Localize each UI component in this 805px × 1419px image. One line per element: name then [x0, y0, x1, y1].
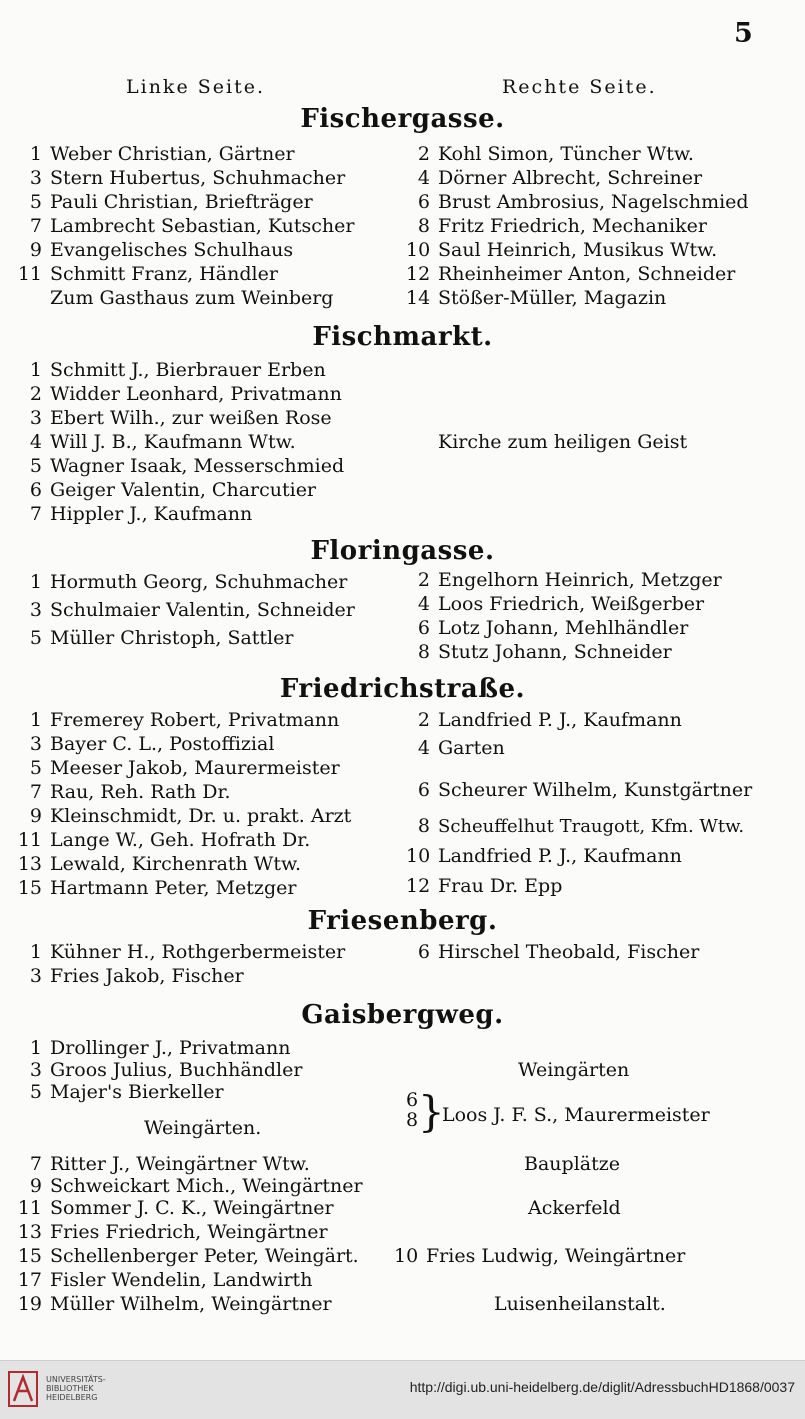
- list-item: 1 Drollinger J., Privatmann: [29, 1037, 291, 1059]
- list-item: 6 Hirschel Theobald, Fischer: [417, 941, 700, 963]
- library-name-line: UNIVERSITÄTS-: [46, 1375, 106, 1384]
- list-item: 5 Majer's Bierkeller: [29, 1081, 224, 1103]
- list-item: 7 Hippler J., Kaufmann: [29, 503, 253, 525]
- list-item: Weingärten.: [144, 1117, 262, 1139]
- house-number-bracket: 6 8: [406, 1089, 419, 1131]
- left-column-header: Linke Seite.: [126, 76, 265, 98]
- list-item: 10 Fries Ludwig, Weingärtner: [394, 1245, 686, 1267]
- list-item: Luisenheilanstalt.: [494, 1293, 666, 1315]
- list-item: 1 Fremerey Robert, Privatmann: [29, 709, 340, 731]
- list-item: 1 Weber Christian, Gärtner: [29, 143, 295, 165]
- list-item: 4 Dörner Albrecht, Schreiner: [417, 167, 703, 189]
- list-item: Weingärten: [518, 1059, 630, 1081]
- list-item: 4 Loos Friedrich, Weißgerber: [417, 593, 705, 615]
- list-item: Kirche zum heiligen Geist: [438, 431, 688, 453]
- list-item: 6 Geiger Valentin, Charcutier: [29, 479, 317, 501]
- list-item: 6 Scheurer Wilhelm, Kunstgärtner: [417, 779, 753, 801]
- list-item: 19 Müller Wilhelm, Weingärtner: [17, 1293, 332, 1315]
- list-item: 4 Garten: [417, 737, 505, 759]
- brace-icon: }: [418, 1087, 445, 1136]
- list-item: 15 Schellenberger Peter, Weingärt.: [17, 1245, 359, 1267]
- list-item: 7 Ritter J., Weingärtner Wtw.: [29, 1153, 310, 1175]
- list-item: Zum Gasthaus zum Weinberg: [50, 287, 334, 309]
- list-item: 12 Frau Dr. Epp: [406, 875, 563, 897]
- list-item: 8 Scheuffelhut Traugott, Kfm. Wtw.: [417, 815, 745, 837]
- list-item: 7 Rau, Reh. Rath Dr.: [29, 781, 231, 803]
- list-item: 13 Lewald, Kirchenrath Wtw.: [17, 853, 302, 875]
- list-item: 9 Evangelisches Schulhaus: [29, 239, 294, 261]
- list-item: 3 Groos Julius, Buchhändler: [29, 1059, 303, 1081]
- list-item: 3 Fries Jakob, Fischer: [29, 965, 244, 987]
- list-item: 13 Fries Friedrich, Weingärtner: [17, 1221, 328, 1243]
- list-item: 8 Fritz Friedrich, Mechaniker: [417, 215, 707, 237]
- list-item: 3 Ebert Wilh., zur weißen Rose: [29, 407, 332, 429]
- source-url-link[interactable]: http://digi.ub.uni-heidelberg.de/diglit/AdressbuchHD1868/0037: [409, 1379, 795, 1395]
- list-item: 5 Müller Christoph, Sattler: [29, 627, 294, 649]
- section-title-gaisbergweg: Gaisbergweg.: [301, 1000, 504, 1030]
- list-item: 5 Wagner Isaak, Messerschmied: [29, 455, 345, 477]
- list-item: Ackerfeld: [528, 1197, 621, 1219]
- list-item: 11 Sommer J. C. K., Weingärtner: [17, 1197, 334, 1219]
- list-item: 12 Rheinheimer Anton, Schneider: [406, 263, 736, 285]
- list-item: 3 Stern Hubertus, Schuhmacher: [29, 167, 346, 189]
- right-column-header: Rechte Seite.: [502, 76, 657, 98]
- list-item: 2 Engelhorn Heinrich, Metzger: [417, 569, 722, 591]
- list-item: 8 Stutz Johann, Schneider: [417, 641, 672, 663]
- list-item: 11 Lange W., Geh. Hofrath Dr.: [17, 829, 311, 851]
- list-item: 4 Will J. B., Kaufmann Wtw.: [29, 431, 296, 453]
- list-item: 6 Lotz Johann, Mehlhändler: [417, 617, 689, 639]
- list-item: Bauplätze: [524, 1153, 620, 1175]
- section-title-fischmarkt: Fischmarkt.: [312, 322, 493, 352]
- list-item: 10 Saul Heinrich, Musikus Wtw.: [406, 239, 718, 261]
- footer-bar: [0, 1360, 805, 1419]
- list-item: Loos J. F. S., Maurermeister: [442, 1104, 710, 1126]
- section-title-friesenberg: Friesenberg.: [307, 906, 498, 936]
- list-item: 6 Brust Ambrosius, Nagelschmied: [417, 191, 749, 213]
- section-title-friedrichstrasse: Friedrichstraße.: [279, 674, 526, 704]
- list-item: 3 Schulmaier Valentin, Schneider: [29, 599, 355, 621]
- page-number: 5: [734, 18, 753, 49]
- section-title-floringasse: Floringasse.: [310, 536, 495, 566]
- list-item: 5 Meeser Jakob, Maurermeister: [29, 757, 340, 779]
- library-logo-icon: [8, 1371, 38, 1407]
- list-item: 10 Landfried P. J., Kaufmann: [406, 845, 682, 867]
- list-item: 9 Kleinschmidt, Dr. u. prakt. Arzt: [29, 805, 352, 827]
- list-item: 1 Kühner H., Rothgerbermeister: [29, 941, 346, 963]
- list-item: 15 Hartmann Peter, Metzger: [17, 877, 297, 899]
- list-item: 3 Bayer C. L., Postoffizial: [29, 733, 275, 755]
- list-item: 17 Fisler Wendelin, Landwirth: [17, 1269, 313, 1291]
- list-item: 7 Lambrecht Sebastian, Kutscher: [29, 215, 355, 237]
- list-item: 2 Kohl Simon, Tüncher Wtw.: [417, 143, 694, 165]
- list-item: 5 Pauli Christian, Briefträger: [29, 191, 313, 213]
- library-name-line: BIBLIOTHEK: [46, 1384, 94, 1393]
- list-item: 2 Widder Leonhard, Privatmann: [29, 383, 342, 405]
- list-item: 2 Landfried P. J., Kaufmann: [417, 709, 682, 731]
- list-item: 1 Schmitt J., Bierbrauer Erben: [29, 359, 326, 381]
- list-item: 14 Stößer-Müller, Magazin: [406, 287, 667, 309]
- list-item: 11 Schmitt Franz, Händler: [17, 263, 278, 285]
- list-item: 9 Schweickart Mich., Weingärtner: [29, 1175, 363, 1197]
- library-name-line: HEIDELBERG: [46, 1393, 98, 1402]
- list-item: 1 Hormuth Georg, Schuhmacher: [29, 571, 348, 593]
- section-title-fischergasse: Fischergasse.: [300, 104, 505, 134]
